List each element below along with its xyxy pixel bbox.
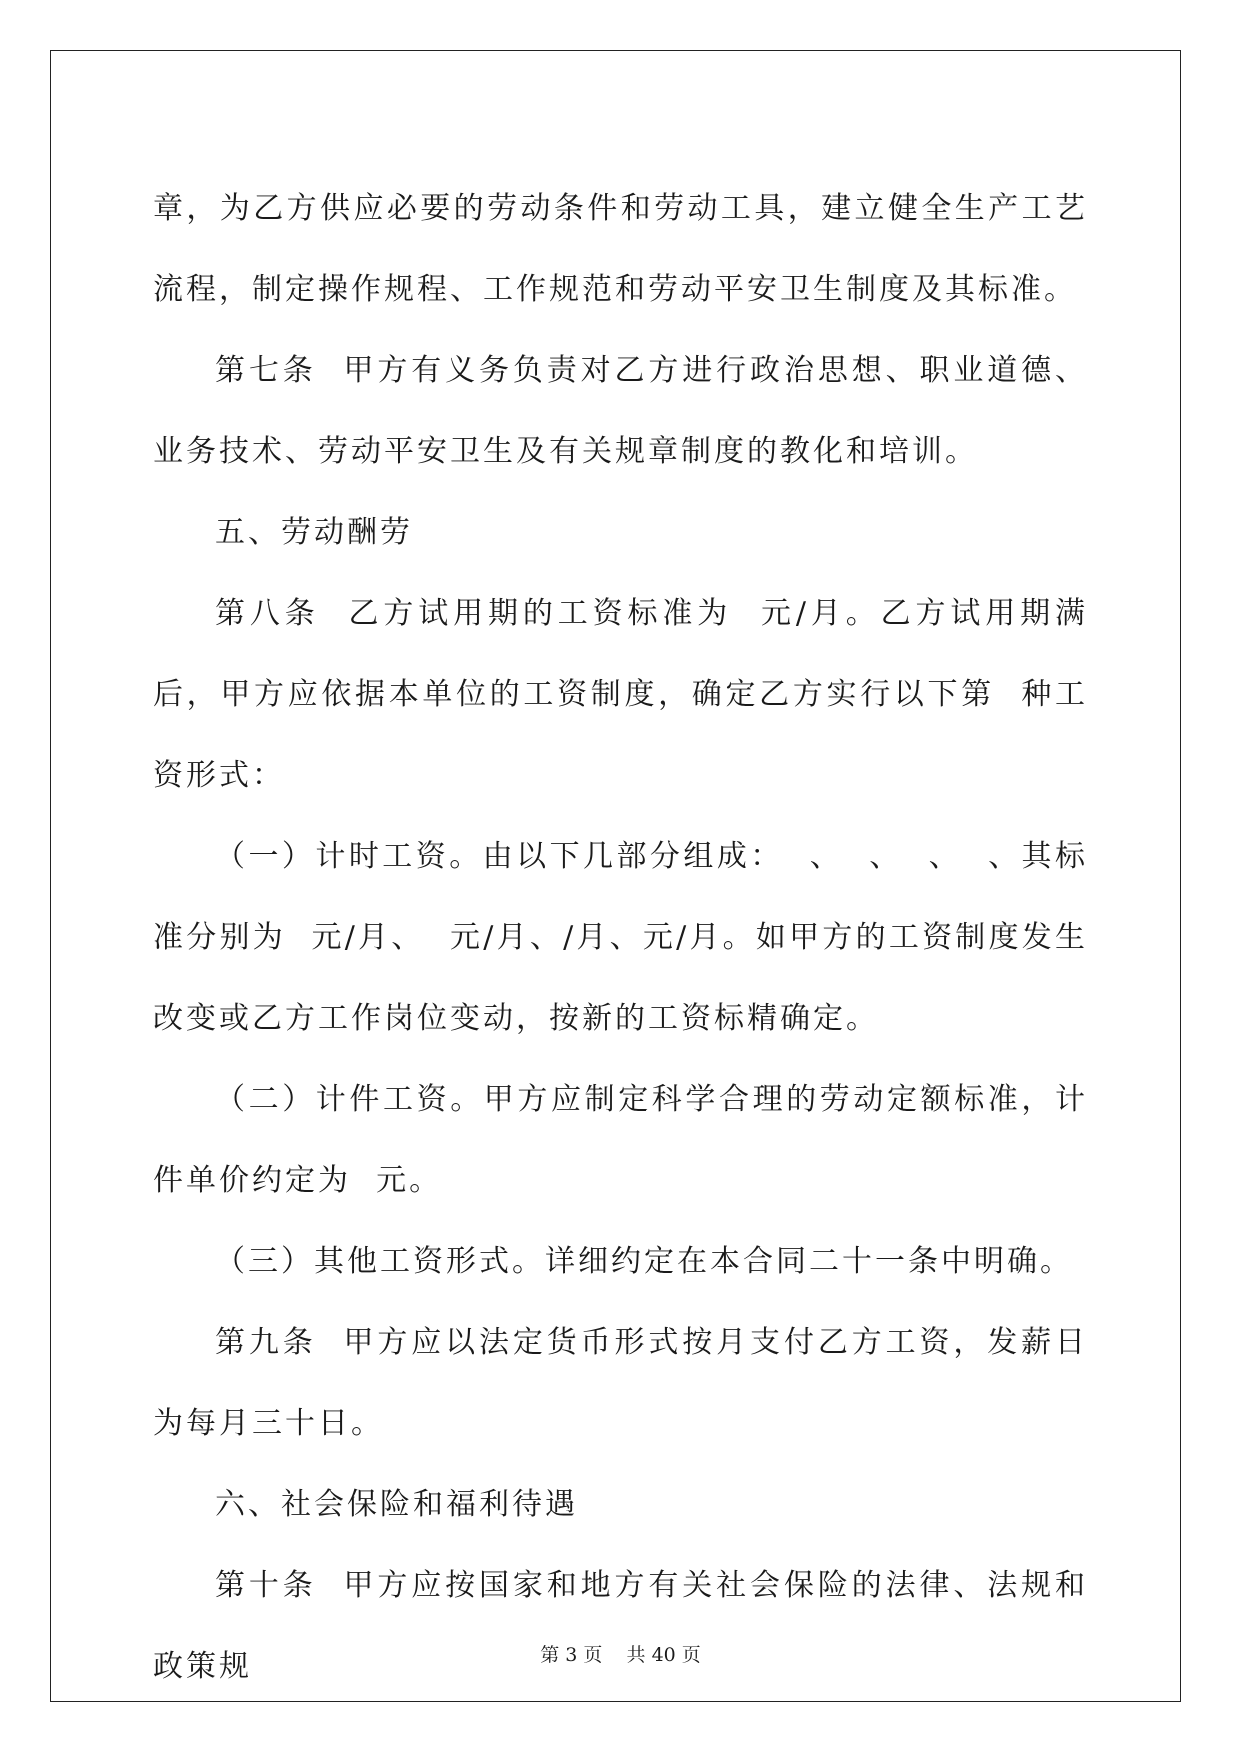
paragraph-article-9: 第九条 甲方应以法定货币形式按月支付乙方工资，发薪日为每月三十日。 [153,1325,1088,1441]
section-heading-6: 六、社会保险和福利待遇 [215,1487,578,1522]
paragraph-article-8: 第八条 乙方试用期的工资标准为 元/月。乙方试用期满后，甲方应依据本单位的工资制度，确定乙方实行以下第 种工资形式： [153,596,1088,793]
page-number-footer: 第 3 页 共 40 页 [540,1644,701,1666]
paragraph-0: 章，为乙方供应必要的劳动条件和劳动工具，建立健全生产工艺流程，制定操作规程、工作规范和劳动平安卫生制度及其标准。 [153,191,1088,307]
paragraph-item-3: （三）其他工资形式。详细约定在本合同二十一条中明确。 [215,1244,1073,1279]
paragraph-article-7: 第七条 甲方有义务负责对乙方进行政治思想、职业道德、业务技术、劳动平安卫生及有关规章制度的教化和培训。 [153,353,1088,469]
section-heading-5: 五、劳动酬劳 [215,515,413,550]
document-body [153,168,1088,1707]
paragraph-article-10: 第十条 甲方应按国家和地方有关社会保险的法律、法规和政策规 [153,1568,1088,1684]
paragraph-item-1: （一）计时工资。由以下几部分组成： 、 、 、 、其标准分别为 元/月、 元/月、/月、元/月。如甲方的工资制度发生改变或乙方工作岗位变动，按新的工资标精确定。 [153,839,1088,1036]
paragraph-item-2: （二）计件工资。甲方应制定科学合理的劳动定额标准，计件单价约定为 元。 [153,1082,1088,1198]
